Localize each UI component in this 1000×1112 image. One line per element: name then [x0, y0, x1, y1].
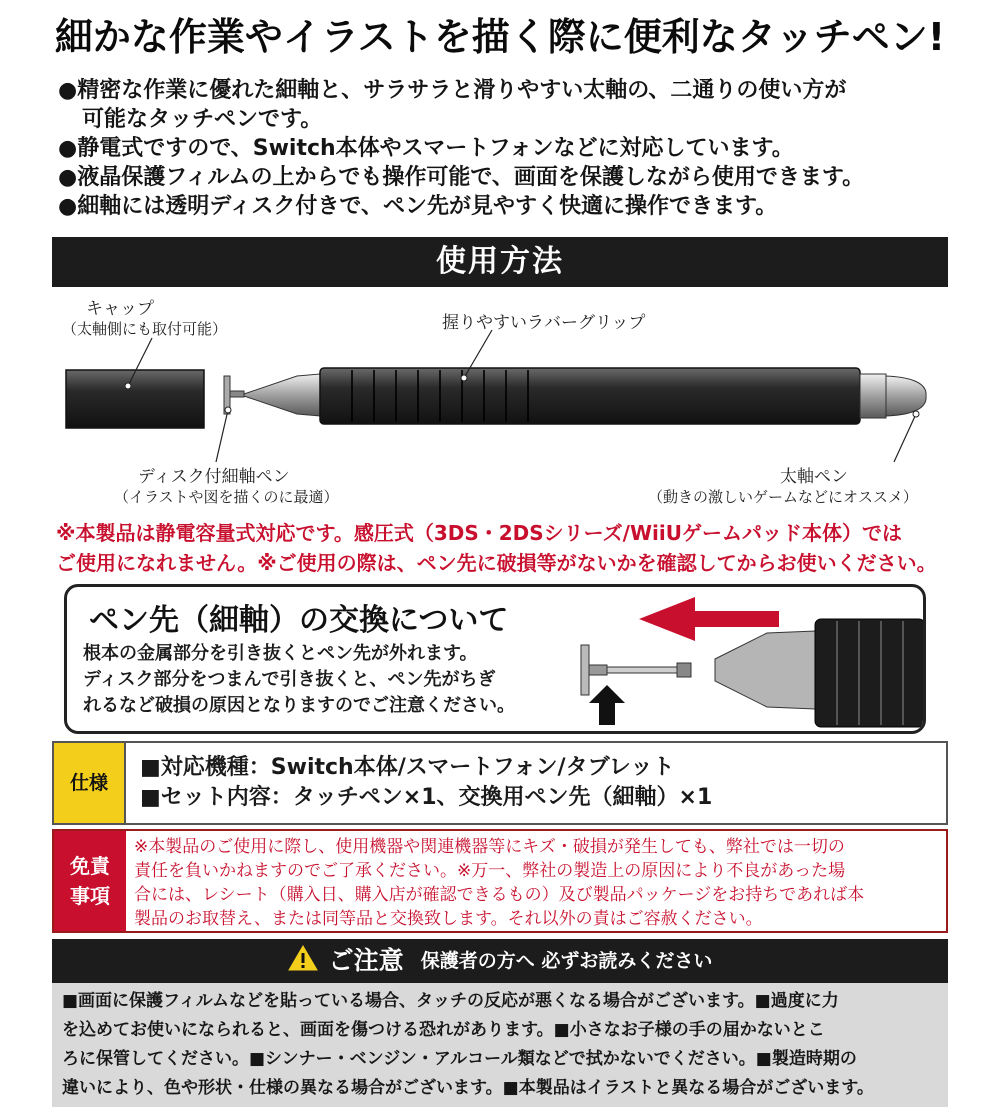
usage-title: 使用方法	[52, 237, 948, 287]
thick-pen-sublabel: （動きの激しいゲームなどにオススメ）	[648, 488, 918, 506]
disclaimer-line: 責任を負いかねますのでご了承ください。※万一、弊社の製造上の原因により不良があった場	[134, 861, 846, 881]
caution-line: 違いにより、色や形状・仕様の異なる場合がございます。■本製品はイラストと異なる場合がございます。	[62, 1078, 874, 1098]
feature-item	[58, 192, 968, 221]
disc-pen-label: ディスク付細軸ペン	[138, 467, 290, 487]
cap-label: キャップ	[86, 299, 154, 319]
cap-shape	[66, 370, 204, 428]
pen-grip	[815, 619, 923, 727]
spec-line: ■セット内容：タッチペン×1、交換用ペン先（細軸）×1	[140, 785, 713, 810]
caution-bar	[52, 939, 948, 983]
feature-item	[58, 163, 968, 192]
spec-line: ■対応機種：Switch本体/スマートフォン/タブレット	[140, 755, 675, 780]
feature-text-cont: 可能なタッチペンです。	[82, 107, 323, 132]
disclaimer-text	[134, 835, 942, 931]
feature-text: ●細軸には透明ディスク付きで、ペン先が見やすく快適に操作できます。	[58, 194, 778, 219]
compatibility-warning	[56, 518, 956, 578]
disclaimer-tag	[54, 831, 126, 931]
replacement-line: 根本の金属部分を引き抜くとペン先が外れます。	[83, 643, 478, 664]
replacement-title: ペン先（細軸）の交換について	[89, 603, 509, 638]
feature-text: ●液晶保護フィルムの上からでも操作可能で、画面を保護しながら使用できます。	[58, 165, 865, 190]
feature-text: ●精密な作業に優れた細軸と、サラサラと滑りやすい太軸の、二通りの使い方が	[58, 78, 847, 103]
caution-title: ご注意	[328, 946, 404, 975]
replacement-line: ディスク部分をつまんで引き抜くと、ペン先がちぎ	[83, 669, 496, 690]
tip-replacement-box	[64, 584, 926, 734]
disclaimer-tag-line: 事項	[70, 884, 110, 908]
pen-body	[320, 368, 860, 424]
metal-cone	[715, 631, 815, 709]
disclaimer-line: 合には、レシート（購入日、購入店が確認できるもの）及び製品パッケージをお持ちであれば本	[134, 885, 865, 905]
caution-line: ■画面に保護フィルムなどを貼っている場合、タッチの反応が悪くなる場合がございます。■過度に力	[62, 991, 839, 1011]
specifications	[52, 741, 948, 825]
pinch-arrow-icon	[589, 685, 625, 725]
replacement-text	[83, 641, 515, 719]
pull-arrow-icon	[639, 597, 779, 641]
feature-list	[58, 76, 968, 221]
caution-line: を込めてお使いになられると、画面を傷つける恐れがあります。■小さなお子様の手の届かないとこ	[62, 1020, 825, 1040]
replacement-line: れるなど破損の原因となりますのでご注意ください。	[83, 695, 515, 716]
spec-lines	[140, 753, 712, 813]
disclaimer	[52, 829, 948, 933]
thick-tip	[886, 376, 926, 416]
warning-line: ご使用になれません。※ご使用の際は、ペン先に破損等がないかを確認してからお使いください。	[56, 551, 937, 575]
metal-cone	[244, 374, 320, 416]
feature-item	[58, 76, 968, 134]
feature-item	[58, 134, 968, 163]
disclaimer-tag-line: 免責	[70, 854, 110, 878]
thick-pen-label: 太軸ペン	[780, 467, 848, 487]
replacement-illustration	[567, 591, 923, 731]
disclaimer-line: 製品のお取替え、または同等品と交換致します。それ以外の責はご容赦ください。	[134, 909, 763, 929]
caution-line: ろに保管してください。■シンナー・ベンジン・アルコール類などで拭かないでください。■製造時期の	[62, 1049, 857, 1069]
thick-tip-collar	[860, 374, 886, 418]
grip-label: 握りやすいラバーグリップ	[442, 313, 646, 333]
warning-triangle-icon	[288, 945, 318, 971]
disclaimer-line: ※本製品のご使用に際し、使用機器や関連機器等にキズ・破損が発生しても、弊社では一切の	[134, 837, 845, 857]
spec-tag: 仕様	[54, 743, 126, 823]
usage-diagram	[52, 290, 948, 510]
cap-sublabel: （太軸側にも取付可能）	[62, 320, 228, 338]
warning-line: ※本製品は静電容量式対応です。感圧式（3DS・2DSシリーズ/WiiUゲームパッド本体）では	[56, 521, 903, 545]
feature-text: ●静電式ですので、Switch本体やスマートフォンなどに対応しています。	[58, 136, 794, 161]
caution-subtitle: 保護者の方へ 必ずお読みください	[420, 950, 713, 972]
disc-pen-sublabel: （イラストや図を描くのに最適）	[114, 488, 339, 506]
headline: 細かな作業やイラストを描く際に便利なタッチペン!	[54, 15, 946, 59]
caution-text	[52, 983, 948, 1107]
